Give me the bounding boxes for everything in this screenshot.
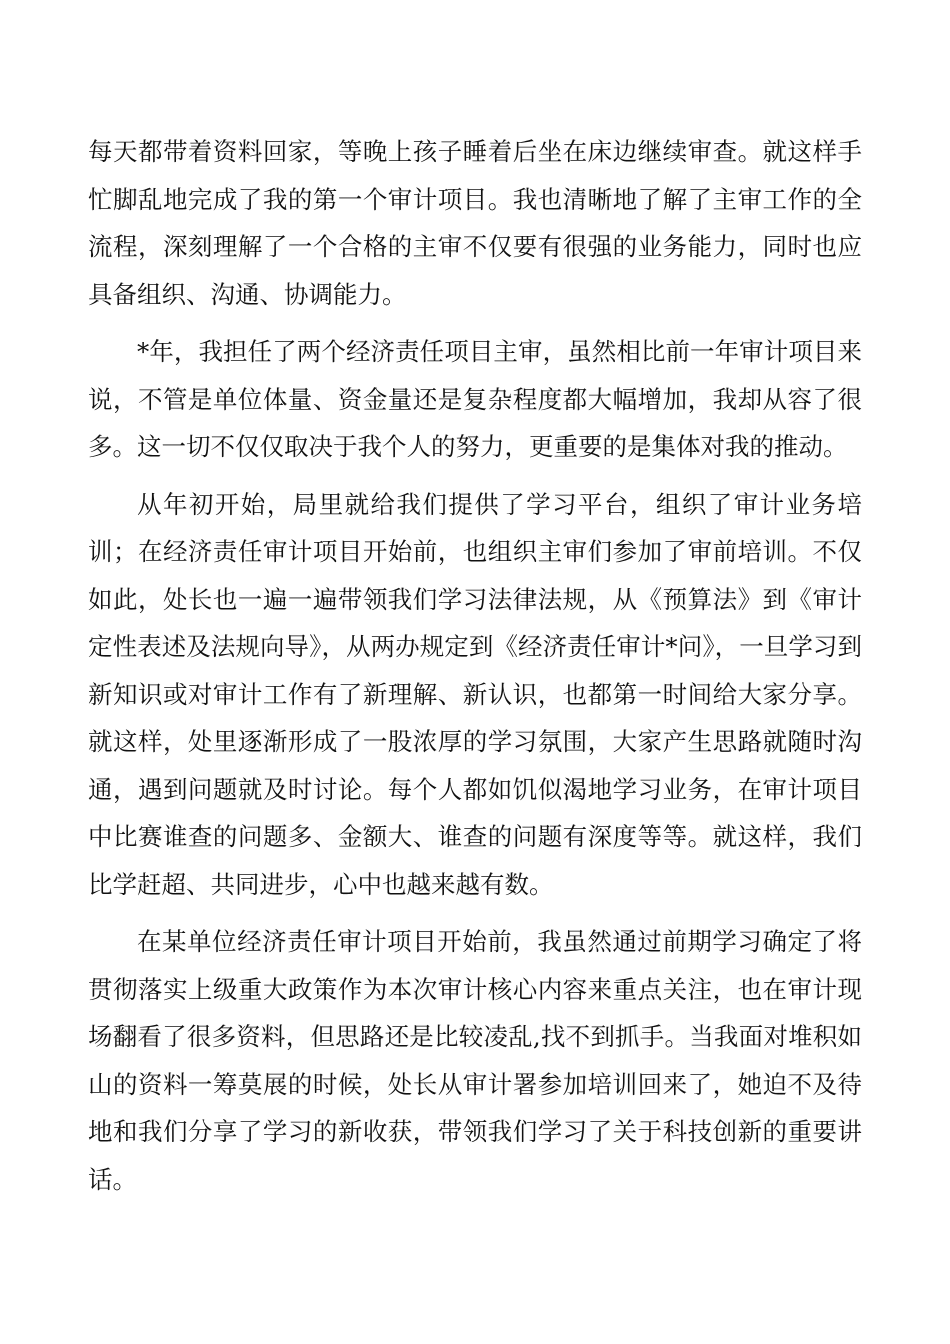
paragraph-audit-project: 在某单位经济责任审计项目开始前，我虽然通过前期学习确定了将贯彻落实上级重大政策作为本次审计核心内容来重点关注，也在审计现场翻看了很多资料，但思路还是比较凌乱,找不到抓手。当我面对堆积如山的资料一筹莫展的时候，处长从审计署参加培训回来了，她迫不及待地和我们分享了学习的新收获，带领我们学习了关于科技创新的重要讲话。: [88, 927, 862, 1194]
paragraph-learning-atmosphere: 从年初开始，局里就给我们提供了学习平台，组织了审计业务培训；在经济责任审计项目开始前，也组织主审们参加了审前培训。不仅如此，处长也一遍一遍带领我们学习法律法规，从《预算法》到《审计定性表述及法规向导》，从两办规定到《经济责任审计*问》，一旦学习到新知识或对审计工作有了新理解、新认识，也都第一时间给大家分享。就这样，处里逐渐形成了一股浓厚的学习氛围，大家产生思路就随时沟通，遇到问题就及时讨论。每个人都如饥似渴地学习业务，在审计项目中比赛谁查的问题多、金额大、谁查的问题有深度等等。就这样，我们比学赶超、共同进步，心中也越来越有数。: [88, 489, 862, 899]
paragraph-two-projects: *年，我担任了两个经济责任项目主审，虽然相比前一年审计项目来说，不管是单位体量、资金量还是复杂程度都大幅增加，我却从容了很多。这一切不仅仅取决于我个人的努力，更重要的是集体对我的推动。: [88, 337, 862, 461]
document-body: [88, 128, 862, 1213]
paragraph-continuation: 每天都带着资料回家，等晚上孩子睡着后坐在床边继续审查。就这样手忙脚乱地完成了我的第一个审计项目。我也清晰地了解了主审工作的全流程，深刻理解了一个合格的主审不仅要有很强的业务能力，同时也应具备组织、沟通、协调能力。: [88, 137, 862, 309]
